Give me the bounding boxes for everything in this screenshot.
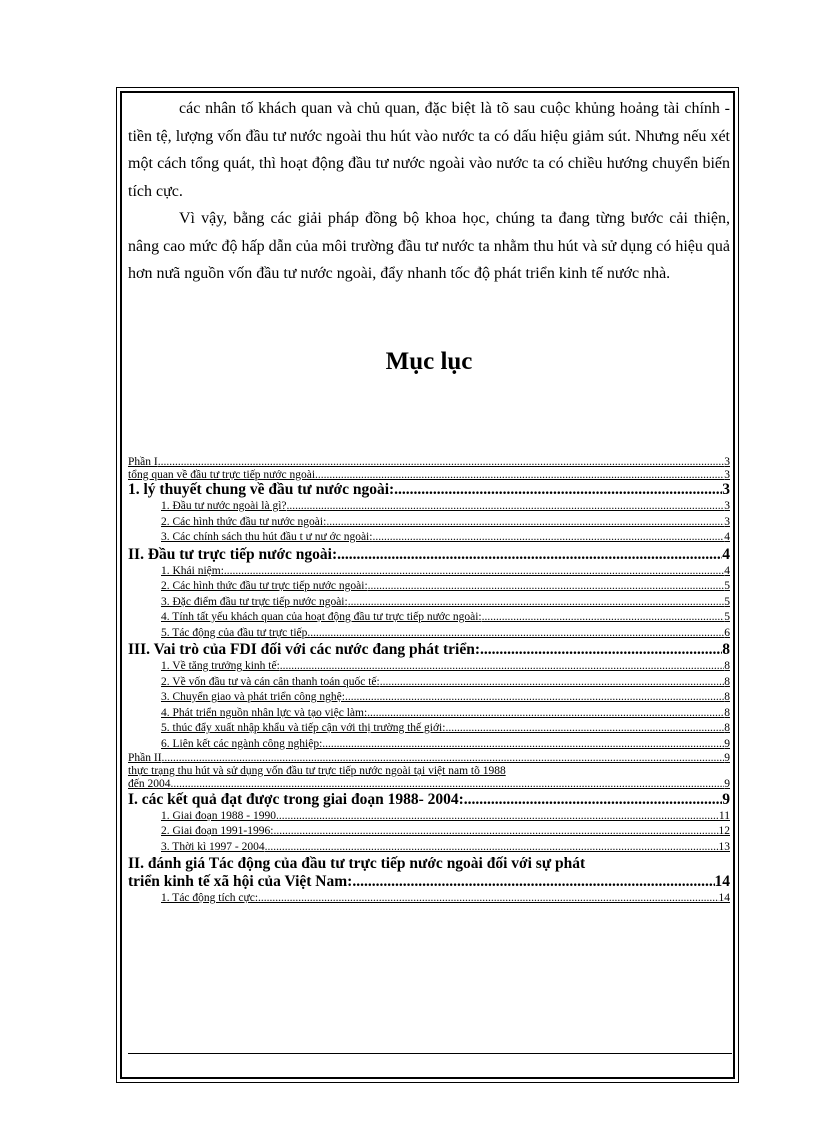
toc-subsection[interactable] <box>128 564 730 580</box>
toc-entry-text: 2. Giai đoạn 1991-1996: <box>161 825 274 837</box>
toc-page-number: 5 <box>724 595 730 608</box>
toc-entry-text: 3. Thời kì 1997 - 2004 <box>161 840 265 853</box>
toc-subsection[interactable] <box>128 840 730 856</box>
toc-page-number: 8 <box>722 641 730 658</box>
toc-subsection[interactable] <box>128 530 730 546</box>
toc-entry-text: 4. Tính tất yếu khách quan của hoạt động đầu tư trực tiếp nước ngoài: <box>161 611 482 623</box>
toc-page-number: 3 <box>724 500 730 512</box>
toc-entry-text: 5. thúc đẩy xuất nhập khẩu và tiếp cận với thị trường thế giới: <box>161 722 446 734</box>
intro-text <box>128 95 730 288</box>
toc-section[interactable] <box>128 546 730 564</box>
toc-entry-text: Phần II <box>128 752 162 764</box>
toc-page-number: 8 <box>724 706 730 719</box>
toc-entry-text: 4. Phát triển nguồn nhân lực và tạo việc làm: <box>161 706 368 719</box>
toc-page-number: 4 <box>724 564 730 577</box>
toc-entry-text: 2. Về vốn đầu tư và cán cân thanh toán quốc tế: <box>161 675 380 688</box>
toc-part-1[interactable] <box>128 456 730 469</box>
toc-subsection[interactable] <box>128 675 730 691</box>
toc-page-number: 13 <box>718 840 730 853</box>
toc-section[interactable] <box>128 641 730 659</box>
toc-page-number: 5 <box>724 580 730 592</box>
toc-section[interactable] <box>128 855 730 891</box>
toc-entry-text: 3. Chuyển giao và phát triển công nghệ: <box>161 691 345 703</box>
toc-entry-text: I. các kết quả đạt được trong giai đoạn 1988- 2004: <box>128 790 464 808</box>
toc-title: Mục lục <box>385 348 473 375</box>
toc-page-number: 4 <box>722 545 730 563</box>
toc-page-number: 9 <box>724 777 730 790</box>
toc-subsection[interactable] <box>128 721 730 737</box>
toc-page-number: 3 <box>724 468 730 481</box>
paragraph: Vì vậy, bằng các giải pháp đồng bộ khoa học, chúng ta đang từng bước cải thiện, nâng cao mức độ hấp dẫn của môi trường đầu tư nước ta nhằm thu hút và sử dụng có hiệu quả hơn nưã nguồn vốn đầu tư nước ngoài, đẩy nhanh tốc độ phát triển kinh tế nước nhà. <box>128 210 730 282</box>
toc-page-number: 6 <box>724 626 730 639</box>
toc-page-number: 8 <box>724 691 730 703</box>
toc-part-2-title[interactable] <box>128 765 730 791</box>
paragraph: các nhân tố khách quan và chủ quan, đặc biệt là tõ sau cuộc khủng hoảng tài chính - tiền tệ, lượng vốn đầu tư nước ngoài thu hút vào nước ta có dấu hiệu giảm sút. Nhưng nếu xét một cách tổng quát, thì hoạt động đầu tư nước ngoài vào nước ta có chiều hướng chuyển biến tích cực. <box>128 100 730 200</box>
toc-page-number: 9 <box>724 752 730 764</box>
toc-page-number: 11 <box>718 809 730 822</box>
toc-subsection[interactable] <box>128 515 730 531</box>
toc-page-number: 9 <box>722 790 730 808</box>
toc-page-number: 12 <box>718 825 730 837</box>
toc-subsection[interactable] <box>128 626 730 642</box>
toc-subsection[interactable] <box>128 595 730 611</box>
toc-subsection[interactable] <box>128 891 730 907</box>
toc-page-number: 14 <box>714 873 730 890</box>
toc-entry-text: 1. Giai đoạn 1988 - 1990 <box>161 809 276 822</box>
toc-page-number: 3 <box>722 481 730 498</box>
toc-entry-text: 6. Liên kết các ngành công nghiệp: <box>161 737 323 750</box>
toc-entry-text: triển kinh tế xã hội của Việt Nam: <box>128 873 353 890</box>
toc-subsection[interactable] <box>128 824 730 840</box>
toc-subsection[interactable] <box>128 610 730 626</box>
toc-entry-text: 1. Về tăng trưởng kinh tế: <box>161 660 280 672</box>
toc-entry-text: 1. Đầu tư nước ngoài là gì? <box>161 500 287 512</box>
toc-subsection[interactable] <box>128 737 730 753</box>
toc-part-1-title[interactable] <box>128 469 730 482</box>
toc-page-number: 5 <box>724 611 730 623</box>
toc-entry-text: tổng quan về đầu tư trực tiếp nước ngoài <box>128 468 316 481</box>
toc-entry-text: 2. Các hình thức đầu tư nước ngoài: <box>161 515 327 528</box>
toc-entry-text: II. đánh giá Tác động của đầu tư trực tiếp nước ngoài đối với sự phát <box>128 855 586 872</box>
toc-page-number: 3 <box>724 515 730 528</box>
toc-part-2[interactable] <box>128 752 730 765</box>
toc-page-number: 4 <box>724 531 730 543</box>
toc-section[interactable] <box>128 481 730 499</box>
toc-entry-text: 2. Các hình thức đầu tư trực tiếp nước ngoài: <box>161 580 368 592</box>
toc-entry-text: 1. lý thuyết chung về đầu tư nước ngoài: <box>128 481 395 498</box>
toc-page-number: 8 <box>724 675 730 688</box>
toc-entry-text: 3. Các chính sách thu hút đầu t ư nư ớc ngoài: <box>161 531 373 543</box>
toc-entry-text: III. Vai trò của FDI đối với các nước đang phát triển: <box>128 641 480 658</box>
toc-entry-text: 5. Tác động của đầu tư trực tiếp. <box>161 626 311 639</box>
footer-rule <box>128 1053 732 1054</box>
toc-page-number: 3 <box>724 456 730 468</box>
toc-subsection[interactable] <box>128 706 730 722</box>
toc-subsection[interactable] <box>128 499 730 515</box>
toc-subsection[interactable] <box>128 690 730 706</box>
toc-entry-text: Phần I <box>128 456 158 468</box>
toc-subsection[interactable] <box>128 579 730 595</box>
toc-entry-text: 1. Tác động tích cực: <box>161 892 259 904</box>
toc-page-number: 8 <box>724 660 730 672</box>
toc-subsection[interactable] <box>128 809 730 825</box>
toc-section[interactable] <box>128 791 730 809</box>
toc-entry-text: thực trạng thu hút và sử dụng vốn đầu tư trực tiếp nước ngoài tại việt nam tõ 1988 <box>128 764 506 777</box>
toc-entry-text: 1. Khái niệm: <box>161 564 224 577</box>
toc-entry-text: đến 2004 <box>128 777 171 790</box>
toc-entry-text: II. Đầu tư trực tiếp nước ngoài: <box>128 545 338 563</box>
table-of-contents <box>128 456 730 907</box>
toc-page-number: 14 <box>718 892 730 904</box>
toc-page-number: 9 <box>724 737 730 750</box>
toc-page-number: 8 <box>724 722 730 734</box>
toc-subsection[interactable] <box>128 659 730 675</box>
toc-entry-text: 3. Đặc điểm đầu tư trực tiếp nước ngoài: <box>161 595 348 608</box>
